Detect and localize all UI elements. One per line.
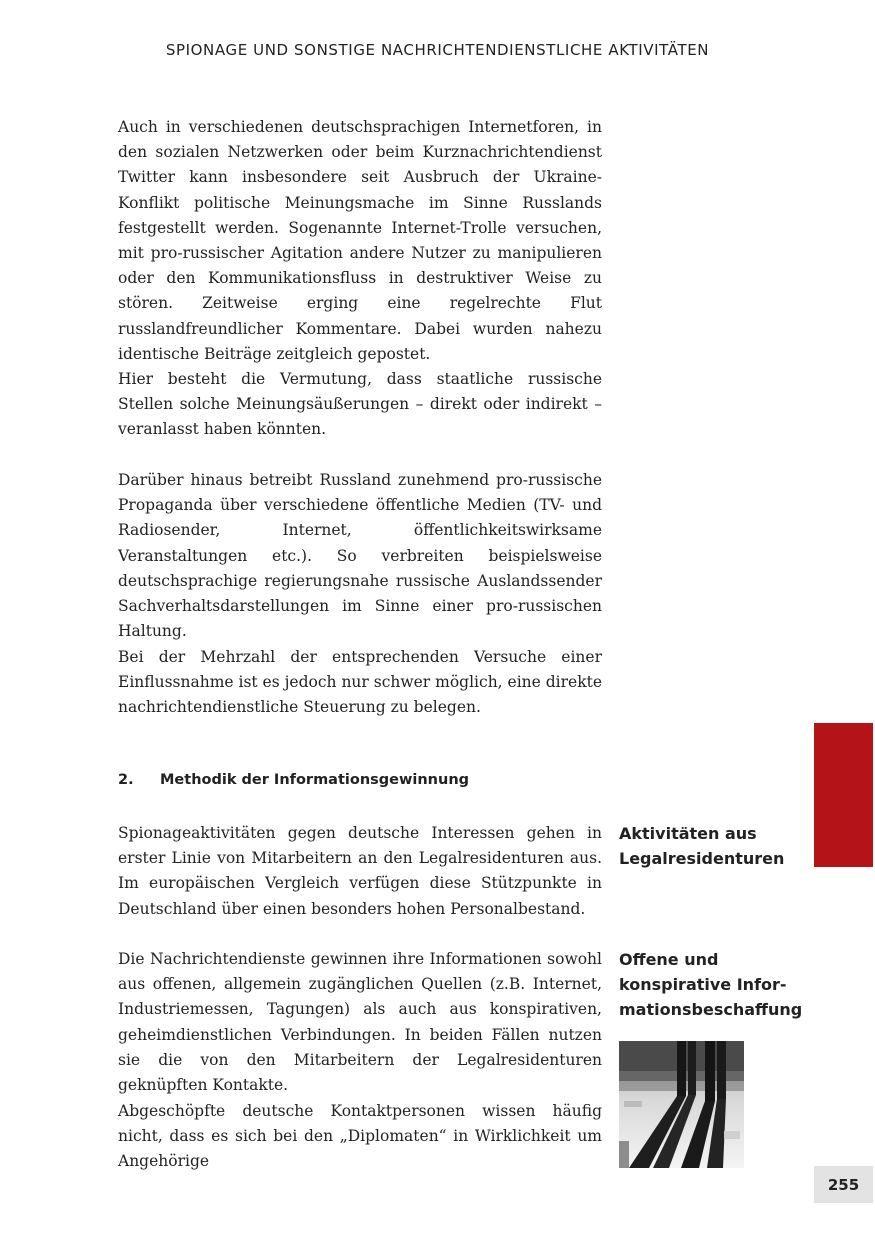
running-head: SPIONAGE UND SONSTIGE NACHRICHTENDIENSTLICHE AKTIVITÄTEN (165, 41, 710, 59)
chapter-tab (814, 723, 873, 867)
paragraph-influence-attempts: Bei der Mehrzahl der entsprechenden Versuche einer Einflussnahme ist es jedoch nur schwer möglich, eine direkte nachrichtendienstliche Steuerung zu belegen. (118, 648, 602, 717)
paragraph-internet-trolls: Auch in verschiedenen deutschsprachigen Internetforen, in den sozialen Netzwerken oder beim Kurznachrichtendienst Twitter kann insbesondere seit Ausbruch der Ukraine-Konflikt politische Meinungsmache im Sinne Russlands festgestellt werden. Sogenannte Internet-Trolle versuchen, mit pro-russischer Agitation andere Nutzer zu manipulieren oder den Kommunikationsfluss in destruktiver Weise zu stören. Zeitweise erging eine regelrechte Flut russlandfreundlicher Kommentare. Dabei wurden nahezu identische Beiträge zeitgleich gepostet. (118, 118, 602, 363)
section-heading (118, 772, 602, 788)
margin-note-information-gathering: Offene und konspirative Informationsbeschaffung (619, 950, 803, 1020)
page-number-text: 255 (827, 1175, 860, 1194)
paragraph-legal-residencies: Spionageaktivitäten gegen deutsche Interessen gehen in erster Linie von Mitarbeitern an den Legalresidenturen aus. Im europäischen Vergleich verfügen diese Stützpunkte in Deutschland über einen besonders hohen Personalbestand. (118, 824, 602, 918)
photo-image (619, 1041, 744, 1168)
section-number: 2. (118, 772, 134, 788)
margin-note-legal-residencies: Aktivitäten aus Legalresidenturen (619, 824, 785, 869)
paragraph-contact-persons: Abgeschöpfte deutsche Kontaktpersonen wissen häufig nicht, dass es sich bei den „Diplomaten“ in Wirklichkeit um Angehörige (118, 1102, 602, 1171)
paragraph-information-sources: Die Nachrichtendienste gewinnen ihre Informationen sowohl aus offenen, allgemein zugänglichen Quellen (z.B. Internet, Industriemessen, Tagungen) als auch aus konspirativen, geheimdienstlichen Verbindungen. In beiden Fällen nutzen sie die von den Mitarbeitern der Legalresidenturen geknüpften Kontakte. (118, 950, 602, 1095)
page-number (814, 1166, 873, 1203)
paragraph-state-involvement: Hier besteht die Vermutung, dass staatliche russische Stellen solche Meinungsäußerungen – direkt oder indirekt – veranlasst haben könnten. (118, 370, 602, 439)
photo-figures-snow (619, 1041, 744, 1168)
paragraph-propaganda: Darüber hinaus betreibt Russland zunehmend pro-russische Propaganda über verschiedene öffentliche Medien (TV- und Radiosender, Internet, öffentlichkeitswirksame Veranstaltungen etc.). So verbreiten beispielsweise deutschsprachige regierungsnahe russische Auslandssender Sachverhaltsdarstellungen im Sinne einer pro-russischen Haltung. (118, 471, 602, 641)
section-title: Methodik der Informationsgewinnung (160, 772, 470, 788)
